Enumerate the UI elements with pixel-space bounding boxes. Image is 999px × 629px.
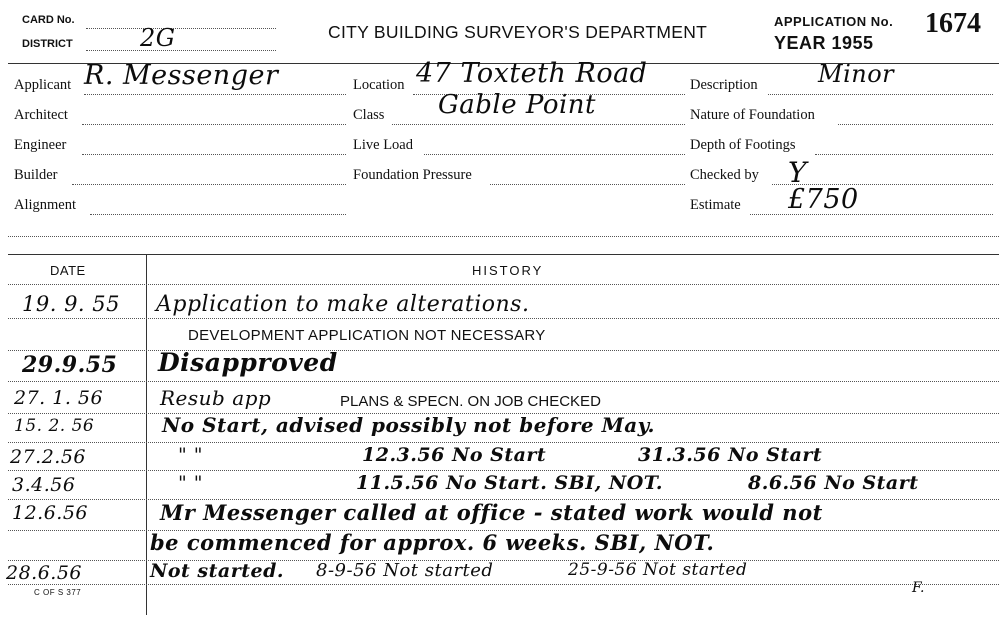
application-number: 1674 xyxy=(925,8,981,39)
history-entry: Not started. xyxy=(150,560,284,582)
nature-of-foundation-line xyxy=(838,124,993,125)
card-no-label: CARD No. xyxy=(22,14,75,26)
description-value: Minor xyxy=(818,60,895,88)
date-column-divider xyxy=(146,255,147,615)
fields-divider xyxy=(8,254,999,255)
depth-of-footings-label: Depth of Footings xyxy=(690,137,796,153)
department-title: CITY BUILDING SURVEYOR'S DEPARTMENT xyxy=(328,22,708,42)
year-label: YEAR 1955 xyxy=(774,33,874,53)
history-header-line xyxy=(8,284,999,285)
checked-by-value: Y xyxy=(788,156,807,189)
applicant-value: R. Messenger xyxy=(84,60,279,91)
district-value: 2G xyxy=(140,24,176,52)
district-line xyxy=(86,50,276,51)
checked-by-label: Checked by xyxy=(690,167,759,183)
estimate-label: Estimate xyxy=(690,197,741,213)
architect-line xyxy=(82,124,346,125)
description-line xyxy=(768,94,993,95)
applicant-line xyxy=(84,94,346,95)
estimate-value: £750 xyxy=(788,184,859,215)
fields-bottom-dots xyxy=(8,236,999,237)
location-label: Location xyxy=(353,77,405,93)
history-date: 3.4.56 xyxy=(12,474,76,496)
district-label: DISTRICT xyxy=(22,38,73,50)
history-date: 27. 1. 56 xyxy=(14,387,104,409)
history-date: 29.9.55 xyxy=(22,352,118,378)
architect-label: Architect xyxy=(14,107,68,123)
form-code: C OF S 377 xyxy=(34,588,82,597)
history-entry: Resub app xyxy=(160,386,272,410)
history-entry: 11.5.56 No Start. SBI, NOT. xyxy=(356,472,664,494)
alignment-label: Alignment xyxy=(14,197,77,213)
description-label: Description xyxy=(690,77,758,93)
card-no-line xyxy=(86,28,276,29)
estimate-line xyxy=(750,214,993,215)
initials: F. xyxy=(912,580,925,596)
alignment-line xyxy=(90,214,346,215)
live-load-line xyxy=(424,154,685,155)
history-row-line xyxy=(8,442,999,443)
history-entry: 25-9-56 Not started xyxy=(568,560,748,580)
history-row-line xyxy=(8,350,999,351)
class-line xyxy=(392,124,685,125)
history-row-line xyxy=(8,584,999,585)
class-value: Gable Point xyxy=(438,90,596,120)
history-entry: Disapproved xyxy=(158,348,338,377)
history-date: 12.6.56 xyxy=(12,502,89,524)
engineer-label: Engineer xyxy=(14,137,67,153)
history-entry: 12.3.56 No Start xyxy=(362,444,547,466)
history-row-line xyxy=(8,470,999,471)
history-entry: Application to make alterations. xyxy=(156,292,530,317)
class-label: Class xyxy=(353,107,385,123)
history-stamp: DEVELOPMENT APPLICATION NOT NECESSARY xyxy=(188,327,546,344)
date-header: DATE xyxy=(50,263,86,278)
history-entry: 8.6.56 No Start xyxy=(748,472,919,494)
depth-of-footings-line xyxy=(815,154,993,155)
foundation-pressure-line xyxy=(490,184,685,185)
history-date: 27.2.56 xyxy=(10,446,87,468)
foundation-pressure-label: Foundation Pressure xyxy=(353,167,472,183)
history-header: HISTORY xyxy=(472,263,544,278)
engineer-line xyxy=(82,154,346,155)
history-entry: " " xyxy=(178,472,204,494)
location-value: 47 Toxteth Road xyxy=(416,58,648,89)
nature-of-foundation-label: Nature of Foundation xyxy=(690,107,815,123)
history-date: 15. 2. 56 xyxy=(14,416,95,436)
history-row-line xyxy=(8,381,999,382)
application-label: APPLICATION No. xyxy=(774,14,894,29)
history-entry: " " xyxy=(178,444,204,466)
builder-line xyxy=(72,184,346,185)
history-entry: be commenced for approx. 6 weeks. SBI, NOT. xyxy=(150,530,715,555)
history-entry: 31.3.56 No Start xyxy=(638,444,823,466)
live-load-label: Live Load xyxy=(353,137,413,153)
applicant-label: Applicant xyxy=(14,77,72,93)
history-date: 19. 9. 55 xyxy=(22,292,121,316)
history-entry: Mr Messenger called at office - stated work would not xyxy=(160,500,823,525)
history-entry: 8-9-56 Not started xyxy=(316,560,494,581)
history-date: 28.6.56 xyxy=(6,562,83,584)
history-stamp: PLANS & SPECN. ON JOB CHECKED xyxy=(340,393,601,410)
history-row-line xyxy=(8,318,999,319)
builder-label: Builder xyxy=(14,167,58,183)
history-entry: No Start, advised possibly not before May. xyxy=(162,413,655,437)
